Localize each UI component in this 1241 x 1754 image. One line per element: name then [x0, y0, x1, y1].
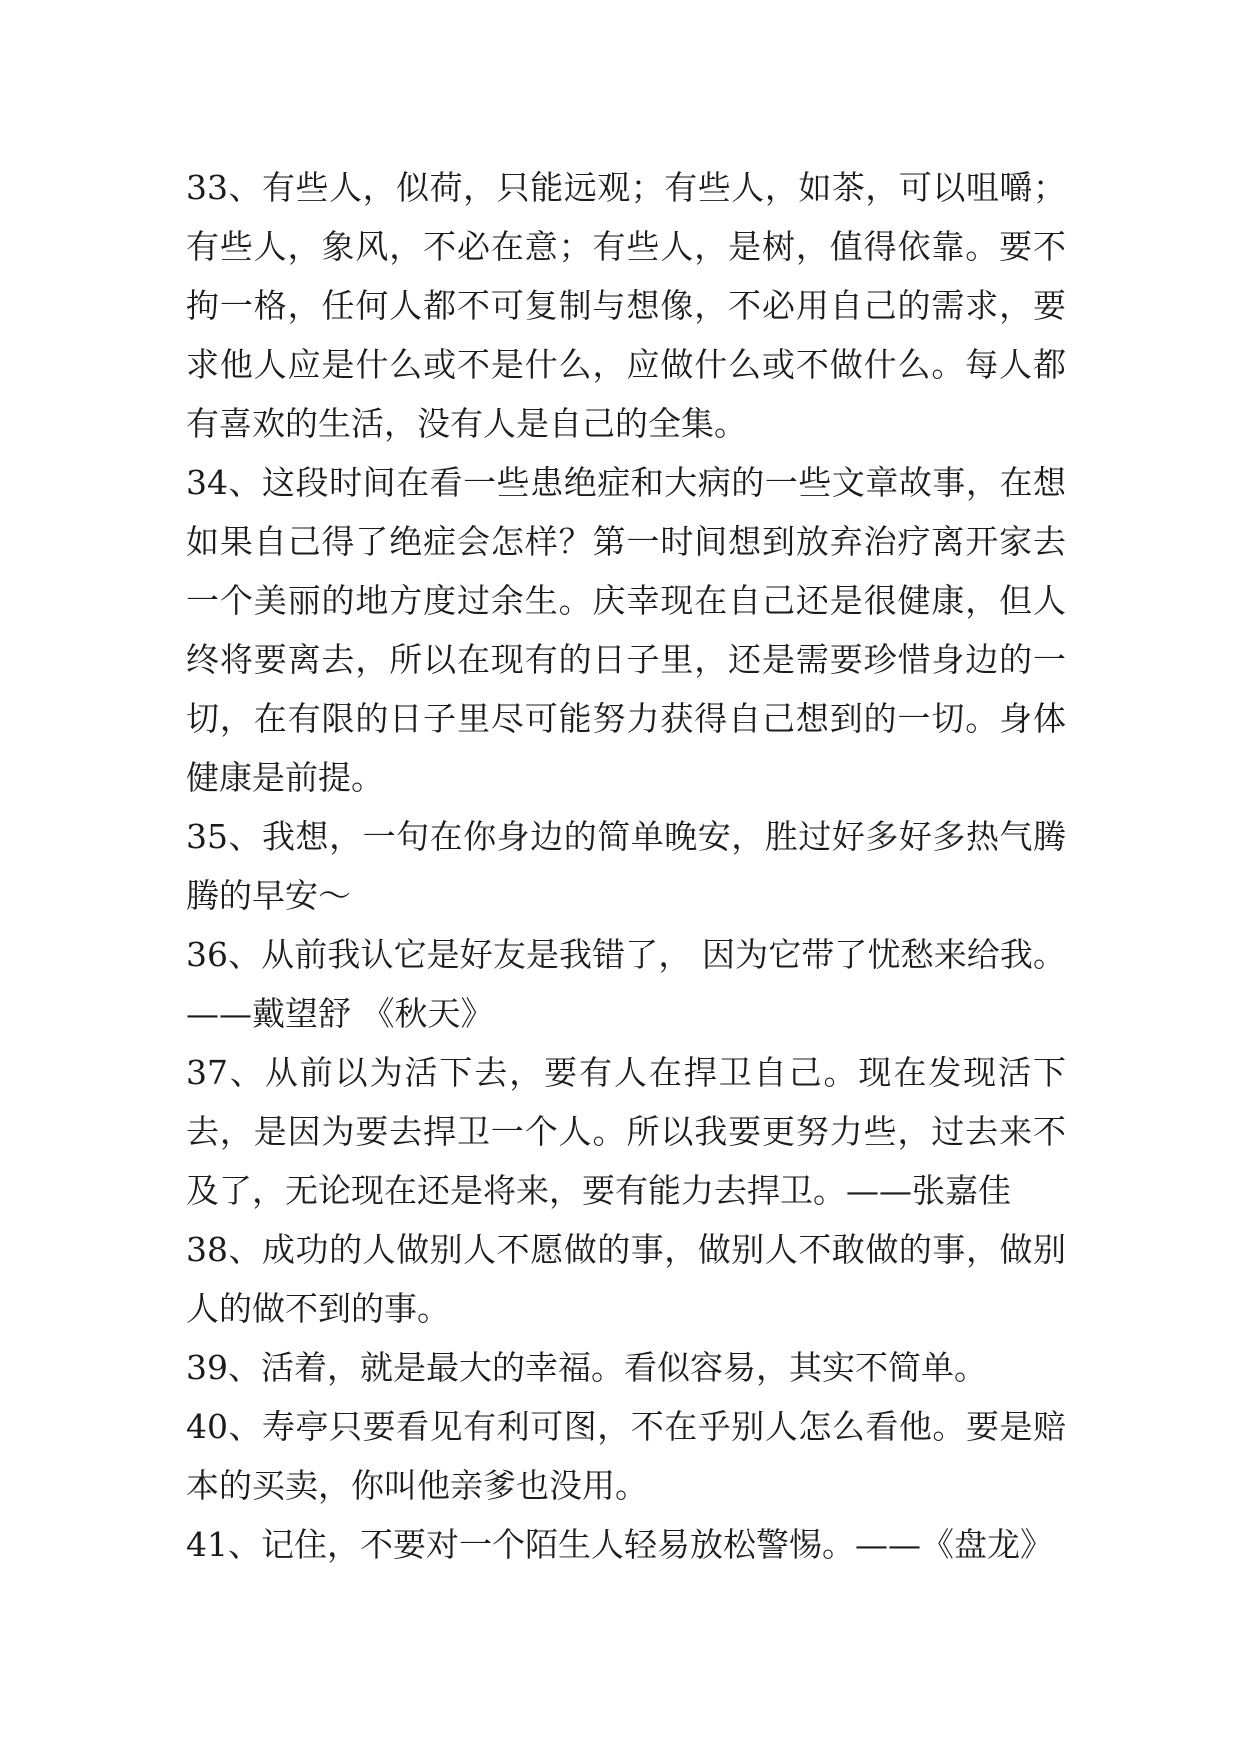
quote-36: 36、从前我认它是好友是我错了， 因为它带了忧愁来给我。——戴望舒 《秋天》: [186, 935, 1066, 1033]
quote-37: 37、从前以为活下去，要有人在捍卫自己。现在发现活下去，是因为要去捍卫一个人。所以我要更努力些，过去来不及了，无论现在还是将来，要有能力去捍卫。——张嘉佳: [186, 1053, 1066, 1210]
quote-41: 41、记住，不要对一个陌生人轻易放松警惕。——《盘龙》: [186, 1525, 1053, 1564]
quote-35: 35、我想，一句在你身边的简单晚安，胜过好多好多热气腾腾的早安～: [186, 817, 1066, 915]
quote-38: 38、成功的人做别人不愿做的事，做别人不敢做的事，做别人的做不到的事。: [186, 1230, 1066, 1328]
quote-34: 34、这段时间在看一些患绝症和大病的一些文章故事，在想如果自己得了绝症会怎样？第一时间想到放弃治疗离开家去一个美丽的地方度过余生。庆幸现在自己还是很健康，但人终将要离去，所以在现有的日子里，还是需要珍惜身边的一切，在有限的日子里尽可能努力获得自己想到的一切。身体健康是前提。: [186, 463, 1066, 797]
quote-33: 33、有些人，似荷，只能远观；有些人，如茶，可以咀嚼；有些人，象风，不必在意；有些人，是树，值得依靠。要不拘一格，任何人都不可复制与想像，不必用自己的需求，要求他人应是什么或不是什么，应做什么或不做什么。每人都有喜欢的生活，没有人是自己的全集。: [186, 168, 1066, 443]
quote-list: [186, 158, 1066, 1574]
quote-39: 39、活着，就是最大的幸福。看似容易，其实不简单。: [186, 1348, 987, 1387]
quote-40: 40、寿亭只要看见有利可图，不在乎别人怎么看他。要是赔本的买卖，你叫他亲爹也没用。: [186, 1407, 1066, 1505]
